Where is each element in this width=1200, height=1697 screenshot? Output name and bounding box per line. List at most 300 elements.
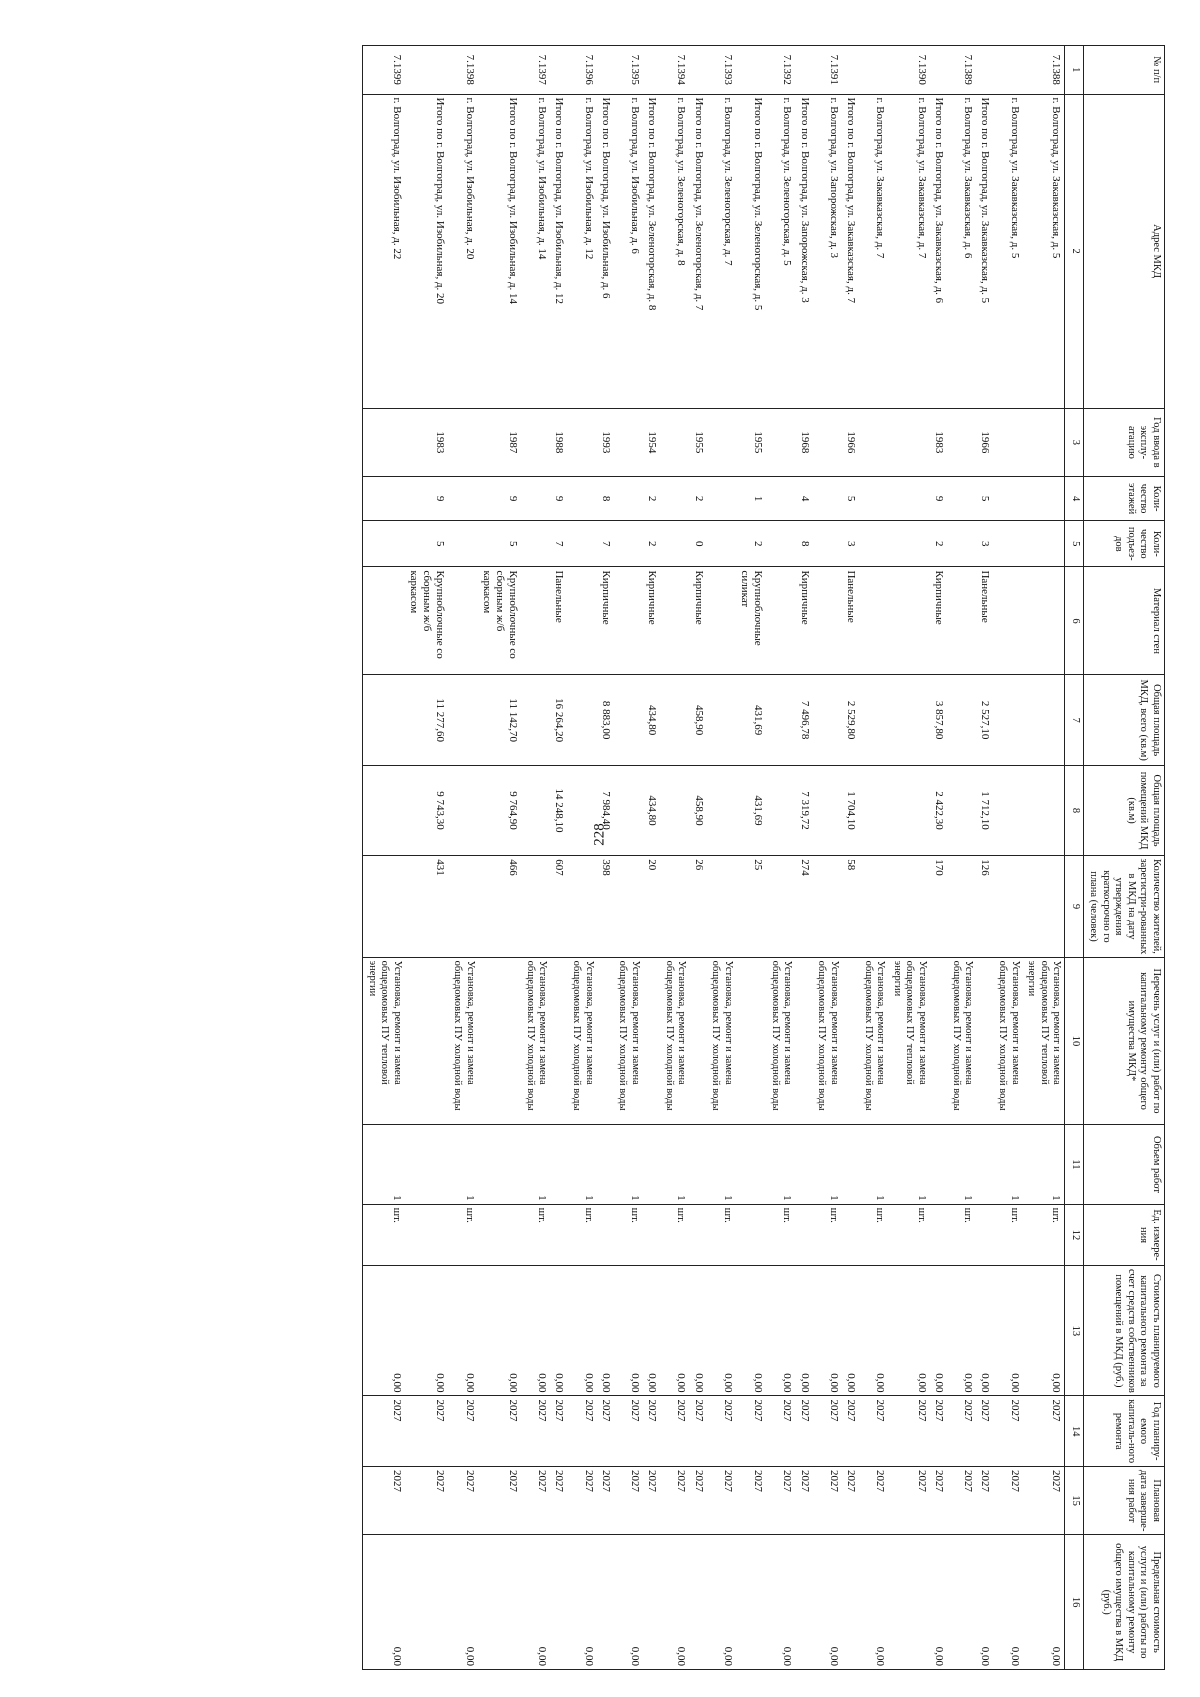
row-number xyxy=(405,46,449,95)
entrances-cell: 5 xyxy=(405,521,449,567)
address-cell: Итого по г. Волгоград, ул. Зеленогорская, д. 8 xyxy=(643,94,660,408)
finish-date-cell: 2027 xyxy=(1023,1467,1065,1535)
table-row xyxy=(707,46,736,1670)
year-cell: 1955 xyxy=(689,408,706,476)
limit-cost-cell: 0,00 xyxy=(976,1535,993,1670)
table-row xyxy=(859,46,888,1670)
floors-cell xyxy=(568,477,597,521)
residents-cell xyxy=(568,856,597,957)
address-cell: Итого по г. Волгоград, ул. Изобильная, д. 12 xyxy=(550,94,567,408)
finish-date-cell: 2027 xyxy=(363,1467,405,1535)
address-cell: Итого по г. Волгоград, ул. Изобильная, д. 6 xyxy=(597,94,614,408)
plan-year-cell: 2027 xyxy=(813,1396,842,1467)
work-description-cell xyxy=(976,957,993,1125)
total-area-cell xyxy=(521,675,550,765)
row-number xyxy=(795,46,812,95)
limit-cost-cell xyxy=(643,1535,660,1670)
row-number xyxy=(976,46,993,95)
address-cell: г. Волгоград, ул. Изобильная, д. 6 xyxy=(614,94,643,408)
limit-cost-cell: 0,00 xyxy=(859,1535,888,1670)
plan-year-cell: 2027 xyxy=(736,1396,766,1467)
plan-year-cell: 2027 xyxy=(550,1396,567,1467)
column-number: 9 xyxy=(1065,856,1084,957)
premises-area-cell xyxy=(888,765,930,855)
address-cell: Итого по г. Волгоград, ул. Зеленогорская, д. 7 xyxy=(689,94,706,408)
volume-cell xyxy=(930,1125,947,1204)
row-number: 7.1395 xyxy=(614,46,643,95)
volume-cell: 1 xyxy=(363,1125,405,1204)
premises-area-cell: 2 422,30 xyxy=(930,765,947,855)
work-description-cell: Установка, ремонт и замена общедомовых ПУ холодной воды xyxy=(521,957,550,1125)
column-header: Объем работ xyxy=(1084,1125,1165,1204)
table-row xyxy=(405,46,449,1670)
volume-cell: 1 xyxy=(568,1125,597,1204)
volume-cell xyxy=(597,1125,614,1204)
year-cell: 1983 xyxy=(930,408,947,476)
work-description-cell: Установка, ремонт и замена общедомовых ПУ холодной воды xyxy=(813,957,842,1125)
owner-cost-cell: 0,00 xyxy=(478,1266,522,1396)
column-header: Предельная стоимость услуги и (или) работы по капитальному ремонту общего имущества в МКД (руб.) xyxy=(1084,1535,1165,1670)
column-number: 8 xyxy=(1065,765,1084,855)
limit-cost-cell xyxy=(405,1535,449,1670)
table-row xyxy=(614,46,643,1670)
residents-cell xyxy=(363,856,405,957)
plan-year-cell: 2027 xyxy=(568,1396,597,1467)
owner-cost-cell: 0,00 xyxy=(521,1266,550,1396)
finish-date-cell: 2027 xyxy=(448,1467,477,1535)
premises-area-cell xyxy=(448,765,477,855)
year-cell xyxy=(521,408,550,476)
address-cell: г. Волгоград, ул. Закавказская, д. 5 xyxy=(993,94,1022,408)
limit-cost-cell xyxy=(689,1535,706,1670)
owner-cost-cell: 0,00 xyxy=(1023,1266,1065,1396)
unit-cell: шт. xyxy=(568,1204,597,1266)
finish-date-cell: 2027 xyxy=(707,1467,736,1535)
total-area-cell xyxy=(568,675,597,765)
limit-cost-cell xyxy=(947,1535,976,1670)
volume-cell xyxy=(405,1125,449,1204)
entrances-cell xyxy=(993,521,1022,567)
year-cell: 1955 xyxy=(736,408,766,476)
total-area-cell xyxy=(614,675,643,765)
plan-year-cell: 2027 xyxy=(478,1396,522,1467)
wall-material-cell xyxy=(766,567,795,675)
total-area-cell: 11 142,70 xyxy=(478,675,522,765)
floors-cell xyxy=(521,477,550,521)
total-area-cell: 16 264,20 xyxy=(550,675,567,765)
entrances-cell xyxy=(707,521,736,567)
wall-material-cell: Кирпичные xyxy=(643,567,660,675)
entrances-cell: 2 xyxy=(643,521,660,567)
floors-cell: 2 xyxy=(689,477,706,521)
page-number: 228 xyxy=(591,823,608,846)
work-description-cell xyxy=(736,957,766,1125)
column-number: 15 xyxy=(1065,1467,1084,1535)
row-number xyxy=(859,46,888,95)
residents-cell xyxy=(993,856,1022,957)
entrances-cell xyxy=(813,521,842,567)
column-header: Адрес МКД xyxy=(1084,94,1165,408)
total-area-cell: 3 857,80 xyxy=(930,675,947,765)
volume-cell: 1 xyxy=(947,1125,976,1204)
total-area-cell xyxy=(660,675,689,765)
unit-cell xyxy=(930,1204,947,1266)
table-row xyxy=(660,46,689,1670)
work-description-cell xyxy=(842,957,859,1125)
volume-cell xyxy=(643,1125,660,1204)
column-number: 7 xyxy=(1065,675,1084,765)
finish-date-cell: 2027 xyxy=(405,1467,449,1535)
unit-cell: шт. xyxy=(888,1204,930,1266)
plan-year-cell: 2027 xyxy=(976,1396,993,1467)
address-cell: г. Волгоград, ул. Зеленогорская, д. 8 xyxy=(660,94,689,408)
finish-date-cell: 2027 xyxy=(736,1467,766,1535)
plan-year-cell: 2027 xyxy=(707,1396,736,1467)
rotated-table-sheet xyxy=(50,45,1165,1670)
column-header: Год ввода в эксплу-атацию xyxy=(1084,408,1165,476)
wall-material-cell: Панельные xyxy=(842,567,859,675)
column-header: Количество жителей, зарегистри-рованных в МКД на дату утверждения краткосрочно го плана (человек) xyxy=(1084,856,1165,957)
row-number xyxy=(643,46,660,95)
unit-cell: шт. xyxy=(707,1204,736,1266)
address-cell: г. Волгоград, ул. Изобильная, д. 22 xyxy=(363,94,405,408)
table-row xyxy=(813,46,842,1670)
unit-cell xyxy=(597,1204,614,1266)
finish-date-cell: 2027 xyxy=(795,1467,812,1535)
wall-material-cell xyxy=(363,567,405,675)
limit-cost-cell: 0,00 xyxy=(660,1535,689,1670)
residents-cell: 26 xyxy=(689,856,706,957)
work-description-cell xyxy=(930,957,947,1125)
address-cell: Итого по г. Волгоград, ул. Изобильная, д. 20 xyxy=(405,94,449,408)
wall-material-cell: Крупноблочные со сборным ж/б каркасом xyxy=(478,567,522,675)
entrances-cell xyxy=(448,521,477,567)
premises-area-cell xyxy=(568,765,597,855)
total-area-cell xyxy=(1023,675,1065,765)
volume-cell xyxy=(736,1125,766,1204)
limit-cost-cell: 0,00 xyxy=(568,1535,597,1670)
unit-cell xyxy=(795,1204,812,1266)
floors-cell: 5 xyxy=(976,477,993,521)
volume-cell: 1 xyxy=(859,1125,888,1204)
column-header: Коли-чество этажей xyxy=(1084,477,1165,521)
table-row xyxy=(930,46,947,1670)
entrances-cell: 2 xyxy=(736,521,766,567)
premises-area-cell xyxy=(766,765,795,855)
row-number xyxy=(597,46,614,95)
unit-cell xyxy=(736,1204,766,1266)
floors-cell: 9 xyxy=(550,477,567,521)
year-cell: 1983 xyxy=(405,408,449,476)
limit-cost-cell: 0,00 xyxy=(707,1535,736,1670)
residents-cell: 398 xyxy=(597,856,614,957)
year-cell xyxy=(707,408,736,476)
plan-year-cell: 2027 xyxy=(859,1396,888,1467)
owner-cost-cell: 0,00 xyxy=(976,1266,993,1396)
floors-cell: 9 xyxy=(478,477,522,521)
work-description-cell: Установка, ремонт и замена общедомовых ПУ тепловой энергии xyxy=(363,957,405,1125)
residents-cell: 466 xyxy=(478,856,522,957)
row-number: 7.1398 xyxy=(448,46,477,95)
owner-cost-cell: 0,00 xyxy=(813,1266,842,1396)
total-area-cell: 11 277,60 xyxy=(405,675,449,765)
limit-cost-cell: 0,00 xyxy=(993,1535,1022,1670)
table-row xyxy=(842,46,859,1670)
volume-cell xyxy=(842,1125,859,1204)
year-cell: 1966 xyxy=(976,408,993,476)
owner-cost-cell: 0,00 xyxy=(363,1266,405,1396)
row-number: 7.1391 xyxy=(813,46,842,95)
owner-cost-cell: 0,00 xyxy=(550,1266,567,1396)
table-row xyxy=(689,46,706,1670)
entrances-cell xyxy=(363,521,405,567)
entrances-cell: 3 xyxy=(976,521,993,567)
unit-cell: шт. xyxy=(993,1204,1022,1266)
year-cell xyxy=(660,408,689,476)
wall-material-cell xyxy=(888,567,930,675)
year-cell xyxy=(993,408,1022,476)
table-row xyxy=(568,46,597,1670)
column-number: 1 xyxy=(1065,46,1084,95)
work-description-cell xyxy=(550,957,567,1125)
wall-material-cell: Крупноблочные со сборным ж/б каркасом xyxy=(405,567,449,675)
total-area-cell: 8 883,00 xyxy=(597,675,614,765)
owner-cost-cell: 0,00 xyxy=(795,1266,812,1396)
year-cell: 1968 xyxy=(795,408,812,476)
column-number: 6 xyxy=(1065,567,1084,675)
finish-date-cell: 2027 xyxy=(766,1467,795,1535)
entrances-cell: 8 xyxy=(795,521,812,567)
volume-cell xyxy=(689,1125,706,1204)
residents-cell xyxy=(1023,856,1065,957)
floors-cell xyxy=(766,477,795,521)
premises-area-cell: 458,90 xyxy=(689,765,706,855)
column-number: 10 xyxy=(1065,957,1084,1125)
floors-cell xyxy=(448,477,477,521)
residents-cell: 58 xyxy=(842,856,859,957)
year-cell xyxy=(947,408,976,476)
entrances-cell xyxy=(660,521,689,567)
table-body xyxy=(363,46,1065,1670)
table-row xyxy=(597,46,614,1670)
finish-date-cell: 2027 xyxy=(888,1467,930,1535)
unit-cell: шт. xyxy=(448,1204,477,1266)
premises-area-cell: 431,69 xyxy=(736,765,766,855)
finish-date-cell: 2027 xyxy=(842,1467,859,1535)
finish-date-cell: 2027 xyxy=(521,1467,550,1535)
entrances-cell: 7 xyxy=(550,521,567,567)
work-description-cell: Установка, ремонт и замена общедомовых ПУ холодной воды xyxy=(707,957,736,1125)
column-number: 12 xyxy=(1065,1204,1084,1266)
column-header: Коли-чество подъез-дов xyxy=(1084,521,1165,567)
table-row xyxy=(993,46,1022,1670)
owner-cost-cell: 0,00 xyxy=(660,1266,689,1396)
row-number: 7.1392 xyxy=(766,46,795,95)
plan-year-cell: 2027 xyxy=(614,1396,643,1467)
volume-cell xyxy=(478,1125,522,1204)
limit-cost-cell xyxy=(736,1535,766,1670)
premises-area-cell: 7 984,40 xyxy=(597,765,614,855)
residents-cell xyxy=(813,856,842,957)
owner-cost-cell: 0,00 xyxy=(736,1266,766,1396)
address-cell: г. Волгоград, ул. Запорожская, д. 3 xyxy=(813,94,842,408)
column-header: Ед. измере-ния xyxy=(1084,1204,1165,1266)
entrances-cell xyxy=(766,521,795,567)
entrances-cell: 2 xyxy=(930,521,947,567)
residents-cell: 431 xyxy=(405,856,449,957)
table-row xyxy=(976,46,993,1670)
owner-cost-cell: 0,00 xyxy=(405,1266,449,1396)
plan-year-cell: 2027 xyxy=(993,1396,1022,1467)
plan-year-cell: 2027 xyxy=(643,1396,660,1467)
owner-cost-cell: 0,00 xyxy=(930,1266,947,1396)
volume-cell: 1 xyxy=(813,1125,842,1204)
capital-repair-plan-table xyxy=(362,45,1165,1670)
total-area-cell: 2 529,80 xyxy=(842,675,859,765)
finish-date-cell: 2027 xyxy=(689,1467,706,1535)
row-number: 7.1390 xyxy=(888,46,930,95)
address-cell: Итого по г. Волгоград, ул. Закавказская, д. 5 xyxy=(976,94,993,408)
residents-cell xyxy=(947,856,976,957)
total-area-cell: 458,90 xyxy=(689,675,706,765)
total-area-cell xyxy=(813,675,842,765)
column-header: Стоимость планируемого капитального ремонта за счет средств собственников помещений в МКД (руб.) xyxy=(1084,1266,1165,1396)
total-area-cell: 2 527,10 xyxy=(976,675,993,765)
limit-cost-cell xyxy=(550,1535,567,1670)
total-area-cell xyxy=(859,675,888,765)
row-number xyxy=(550,46,567,95)
work-description-cell xyxy=(643,957,660,1125)
wall-material-cell: Панельные xyxy=(550,567,567,675)
limit-cost-cell xyxy=(888,1535,930,1670)
finish-date-cell: 2027 xyxy=(550,1467,567,1535)
unit-cell: шт. xyxy=(859,1204,888,1266)
unit-cell: шт. xyxy=(766,1204,795,1266)
unit-cell xyxy=(842,1204,859,1266)
limit-cost-cell: 0,00 xyxy=(766,1535,795,1670)
entrances-cell: 7 xyxy=(597,521,614,567)
column-header: Материал стен xyxy=(1084,567,1165,675)
wall-material-cell xyxy=(521,567,550,675)
column-header: Плановая дата заверше-ния работ xyxy=(1084,1467,1165,1535)
entrances-cell: 0 xyxy=(689,521,706,567)
wall-material-cell xyxy=(614,567,643,675)
row-number xyxy=(478,46,522,95)
residents-cell xyxy=(766,856,795,957)
unit-cell: шт. xyxy=(363,1204,405,1266)
residents-cell xyxy=(521,856,550,957)
floors-cell: 9 xyxy=(930,477,947,521)
residents-cell xyxy=(660,856,689,957)
limit-cost-cell: 0,00 xyxy=(363,1535,405,1670)
finish-date-cell: 2027 xyxy=(993,1467,1022,1535)
wall-material-cell: Кирпичные xyxy=(597,567,614,675)
address-cell: Итого по г. Волгоград, ул. Закавказская, д. 7 xyxy=(842,94,859,408)
address-cell: г. Волгоград, ул. Закавказская, д. 5 xyxy=(1023,94,1065,408)
address-cell: г. Волгоград, ул. Изобильная, д. 12 xyxy=(568,94,597,408)
year-cell: 1954 xyxy=(643,408,660,476)
floors-cell xyxy=(614,477,643,521)
year-cell: 1987 xyxy=(478,408,522,476)
volume-cell: 1 xyxy=(521,1125,550,1204)
wall-material-cell xyxy=(660,567,689,675)
table-row xyxy=(363,46,405,1670)
volume-cell xyxy=(795,1125,812,1204)
finish-date-cell: 2027 xyxy=(976,1467,993,1535)
address-cell: г. Волгоград, ул. Изобильная, д. 14 xyxy=(521,94,550,408)
premises-area-cell xyxy=(813,765,842,855)
owner-cost-cell: 0,00 xyxy=(597,1266,614,1396)
owner-cost-cell: 0,00 xyxy=(859,1266,888,1396)
premises-area-cell xyxy=(707,765,736,855)
work-description-cell: Установка, ремонт и замена общедомовых ПУ тепловой энергии xyxy=(1023,957,1065,1125)
premises-area-cell: 9 743,30 xyxy=(405,765,449,855)
wall-material-cell xyxy=(859,567,888,675)
floors-cell xyxy=(993,477,1022,521)
plan-year-cell: 2027 xyxy=(660,1396,689,1467)
total-area-cell xyxy=(363,675,405,765)
address-cell: Итого по г. Волгоград, ул. Закавказская, д. 6 xyxy=(930,94,947,408)
plan-year-cell: 2027 xyxy=(597,1396,614,1467)
finish-date-cell: 2027 xyxy=(568,1467,597,1535)
premises-area-cell xyxy=(1023,765,1065,855)
unit-cell: шт. xyxy=(521,1204,550,1266)
entrances-cell xyxy=(521,521,550,567)
column-number: 16 xyxy=(1065,1535,1084,1670)
column-number: 2 xyxy=(1065,94,1084,408)
residents-cell: 274 xyxy=(795,856,812,957)
limit-cost-cell xyxy=(478,1535,522,1670)
limit-cost-cell: 0,00 xyxy=(813,1535,842,1670)
floors-cell xyxy=(859,477,888,521)
work-description-cell: Установка, ремонт и замена общедомовых ПУ холодной воды xyxy=(614,957,643,1125)
floors-cell: 2 xyxy=(643,477,660,521)
finish-date-cell: 2027 xyxy=(597,1467,614,1535)
residents-cell: 126 xyxy=(976,856,993,957)
row-number: 7.1394 xyxy=(660,46,689,95)
table-row xyxy=(550,46,567,1670)
row-number xyxy=(930,46,947,95)
row-number: 7.1399 xyxy=(363,46,405,95)
floors-cell xyxy=(363,477,405,521)
column-header: Общая площадь МКД, всего (кв.м) xyxy=(1084,675,1165,765)
year-cell xyxy=(888,408,930,476)
plan-year-cell: 2027 xyxy=(448,1396,477,1467)
wall-material-cell xyxy=(813,567,842,675)
wall-material-cell: Кирпичные xyxy=(689,567,706,675)
premises-area-cell xyxy=(614,765,643,855)
column-number: 11 xyxy=(1065,1125,1084,1204)
wall-material-cell xyxy=(947,567,976,675)
floors-cell: 5 xyxy=(842,477,859,521)
wall-material-cell xyxy=(993,567,1022,675)
table-row xyxy=(736,46,766,1670)
address-cell: г. Волгоград, ул. Зеленогорская, д. 7 xyxy=(707,94,736,408)
plan-year-cell: 2027 xyxy=(363,1396,405,1467)
owner-cost-cell: 0,00 xyxy=(448,1266,477,1396)
unit-cell xyxy=(405,1204,449,1266)
address-cell: г. Волгоград, ул. Закавказская, д. 7 xyxy=(888,94,930,408)
row-number: 7.1397 xyxy=(521,46,550,95)
floors-cell xyxy=(707,477,736,521)
year-cell xyxy=(448,408,477,476)
work-description-cell xyxy=(597,957,614,1125)
row-number: 7.1393 xyxy=(707,46,736,95)
unit-cell xyxy=(976,1204,993,1266)
premises-area-cell xyxy=(521,765,550,855)
column-number: 14 xyxy=(1065,1396,1084,1467)
header-row xyxy=(1084,46,1165,1670)
